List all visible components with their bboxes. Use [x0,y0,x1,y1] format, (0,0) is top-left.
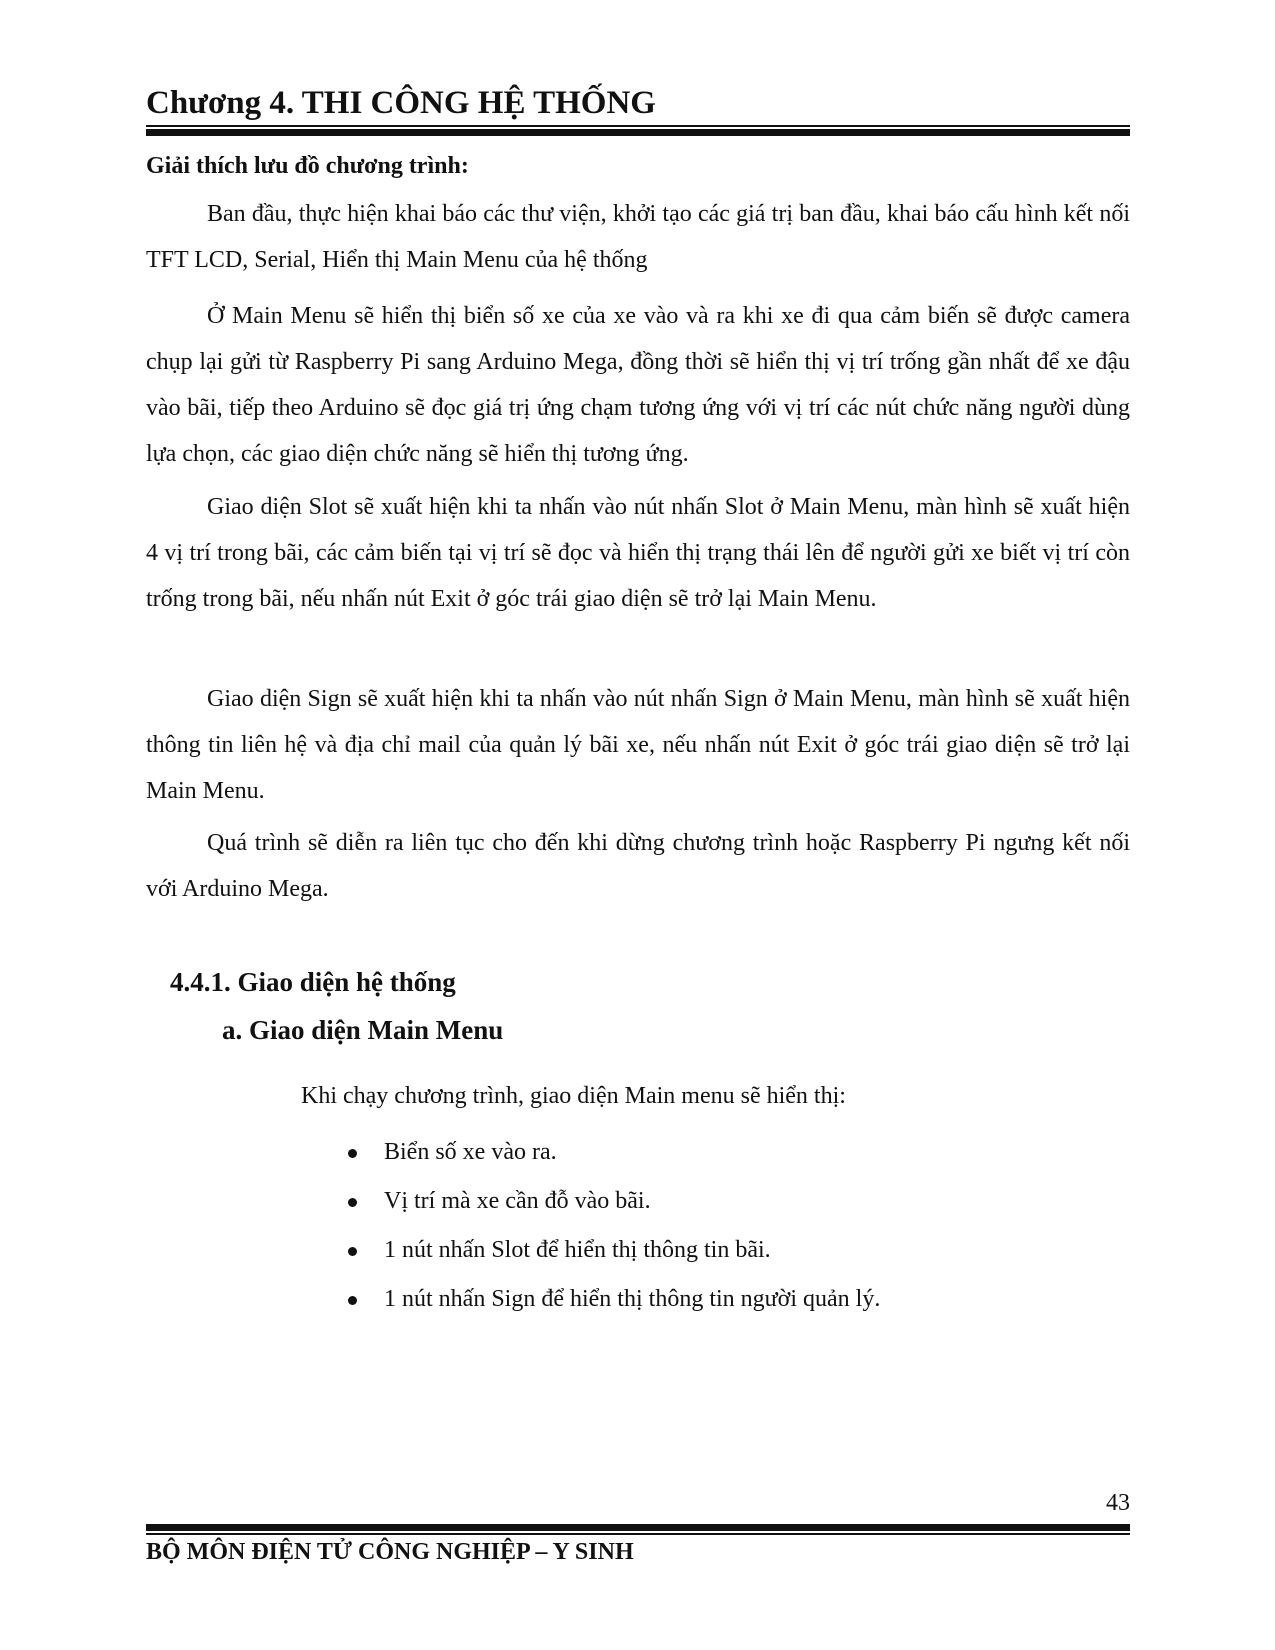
bullet-icon [348,1149,357,1158]
main-menu-intro: Khi chạy chương trình, giao diện Main menu sẽ hiển thị: [301,1083,846,1109]
chapter-title: Chương 4. THI CÔNG HỆ THỐNG [146,85,656,121]
header-rule-thick [146,129,1130,136]
paragraph-slot: Giao diện Slot sẽ xuất hiện khi ta nhấn vào nút nhấn Slot ở Main Menu, màn hình sẽ xuất hiện 4 vị trí trong bãi, các cảm biến tại vị trí sẽ đọc và hiển thị trạng thái lên để người gửi xe biết vị trí còn trống trong bãi, nếu nhấn nút Exit ở góc trái giao diện sẽ trở lại Main Menu. [146,494,1130,612]
list-item [348,1138,880,1187]
page-number: 43 [1106,1490,1130,1516]
feature-list [348,1138,880,1334]
header-rule-thin [146,125,1130,127]
footer-department: BỘ MÔN ĐIỆN TỬ CÔNG NGHIỆP – Y SINH [146,1539,634,1565]
paragraph-sign: Giao diện Sign sẽ xuất hiện khi ta nhấn vào nút nhấn Sign ở Main Menu, màn hình sẽ xuất hiện thông tin liên hệ và địa chỉ mail của quản lý bãi xe, nếu nhấn nút Exit ở góc trái giao diện sẽ trở lại Main Menu. [146,686,1130,804]
subsection-heading: a. Giao diện Main Menu [222,1015,504,1045]
list-item-text: Biển số xe vào ra. [384,1139,557,1165]
explanation-heading: Giải thích lưu đồ chương trình: [146,153,469,179]
list-item [348,1187,880,1236]
list-item-text: 1 nút nhấn Sign để hiển thị thông tin người quản lý. [384,1286,881,1312]
list-item [348,1236,880,1285]
bullet-icon [348,1198,357,1207]
footer-rule-thin [146,1533,1130,1535]
bullet-icon [348,1296,357,1305]
paragraph-loop: Quá trình sẽ diễn ra liên tục cho đến khi dừng chương trình hoặc Raspberry Pi ngưng kết nối với Arduino Mega. [146,830,1130,902]
paragraph-main-menu: Ở Main Menu sẽ hiển thị biển số xe của xe vào và ra khi xe đi qua cảm biến sẽ được camera chụp lại gửi từ Raspberry Pi sang Arduino Mega, đồng thời sẽ hiển thị vị trí trống gần nhất để xe đậu vào bãi, tiếp theo Arduino sẽ đọc giá trị ứng chạm tương ứng với vị trí các nút chức năng người dùng lựa chọn, các giao diện chức năng sẽ hiển thị tương ứng. [146,303,1130,467]
list-item [348,1285,880,1334]
bullet-icon [348,1247,357,1256]
section-heading: 4.4.1. Giao diện hệ thống [170,967,456,997]
paragraph-intro: Ban đầu, thực hiện khai báo các thư viện, khởi tạo các giá trị ban đầu, khai báo cấu hình kết nối TFT LCD, Serial, Hiển thị Main Menu của hệ thống [146,201,1130,273]
list-item-text: 1 nút nhấn Slot để hiển thị thông tin bãi. [384,1237,771,1263]
list-item-text: Vị trí mà xe cần đỗ vào bãi. [384,1188,651,1214]
footer-rule-thick [146,1524,1130,1531]
